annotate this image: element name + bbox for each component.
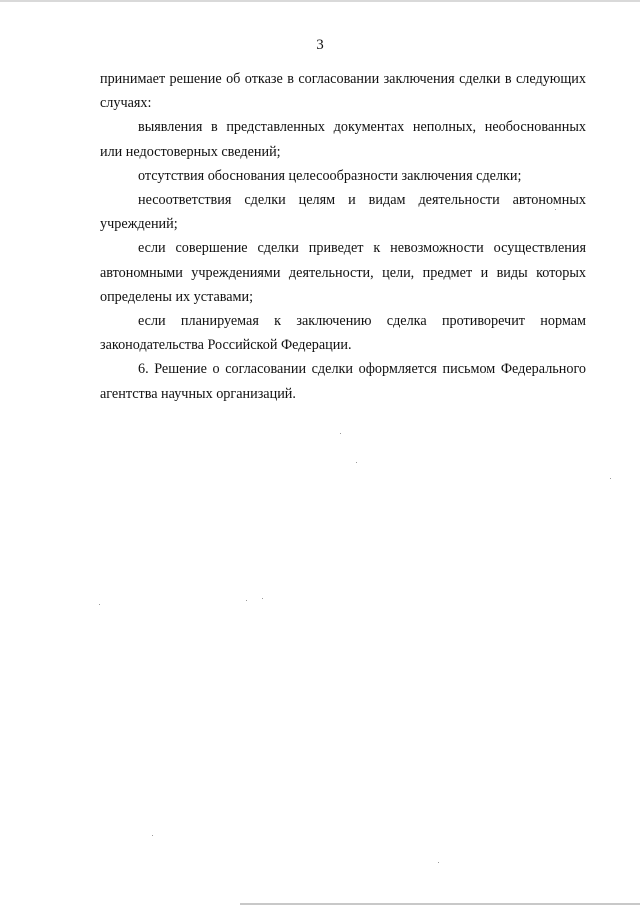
paragraph-reason-no-justification: отсутствия обоснования целесообразности заключения сделки; bbox=[138, 167, 522, 184]
scan-speck bbox=[555, 209, 556, 210]
page-number: 3 bbox=[316, 37, 324, 53]
scan-speck bbox=[99, 604, 100, 605]
scan-speck bbox=[262, 598, 263, 599]
paragraph-item-6-decision: 6. Решение о согласовании сделки оформляется письмом Федерального агентства научных организаций. bbox=[100, 361, 586, 402]
scan-speck bbox=[246, 600, 247, 601]
paragraph-intro: принимает решение об отказе в согласовании заключения сделки в следующих случаях: bbox=[100, 71, 586, 112]
document-body bbox=[100, 67, 586, 406]
scan-speck bbox=[340, 433, 341, 434]
paragraph-reason-legal-conflict: если планируемая к заключению сделка противоречит нормам законодательства Российской Федерации. bbox=[100, 313, 586, 354]
paragraph-reason-incomplete-info: выявления в представленных документах неполных, необоснованных или недостоверных сведений; bbox=[100, 119, 586, 160]
scan-speck bbox=[438, 862, 439, 863]
scan-top-edge bbox=[0, 0, 640, 2]
paragraph-reason-impossibility: если совершение сделки приведет к невозможности осуществления автономными учреждениями деятельности, цели, предмет и виды которых определены их уставами; bbox=[100, 240, 586, 305]
scan-speck bbox=[356, 462, 357, 463]
scan-speck bbox=[610, 478, 611, 479]
paragraph-reason-mismatch-goals: несоответствия сделки целям и видам деятельности автономных учреждений; bbox=[100, 192, 586, 233]
scan-speck bbox=[152, 835, 153, 836]
